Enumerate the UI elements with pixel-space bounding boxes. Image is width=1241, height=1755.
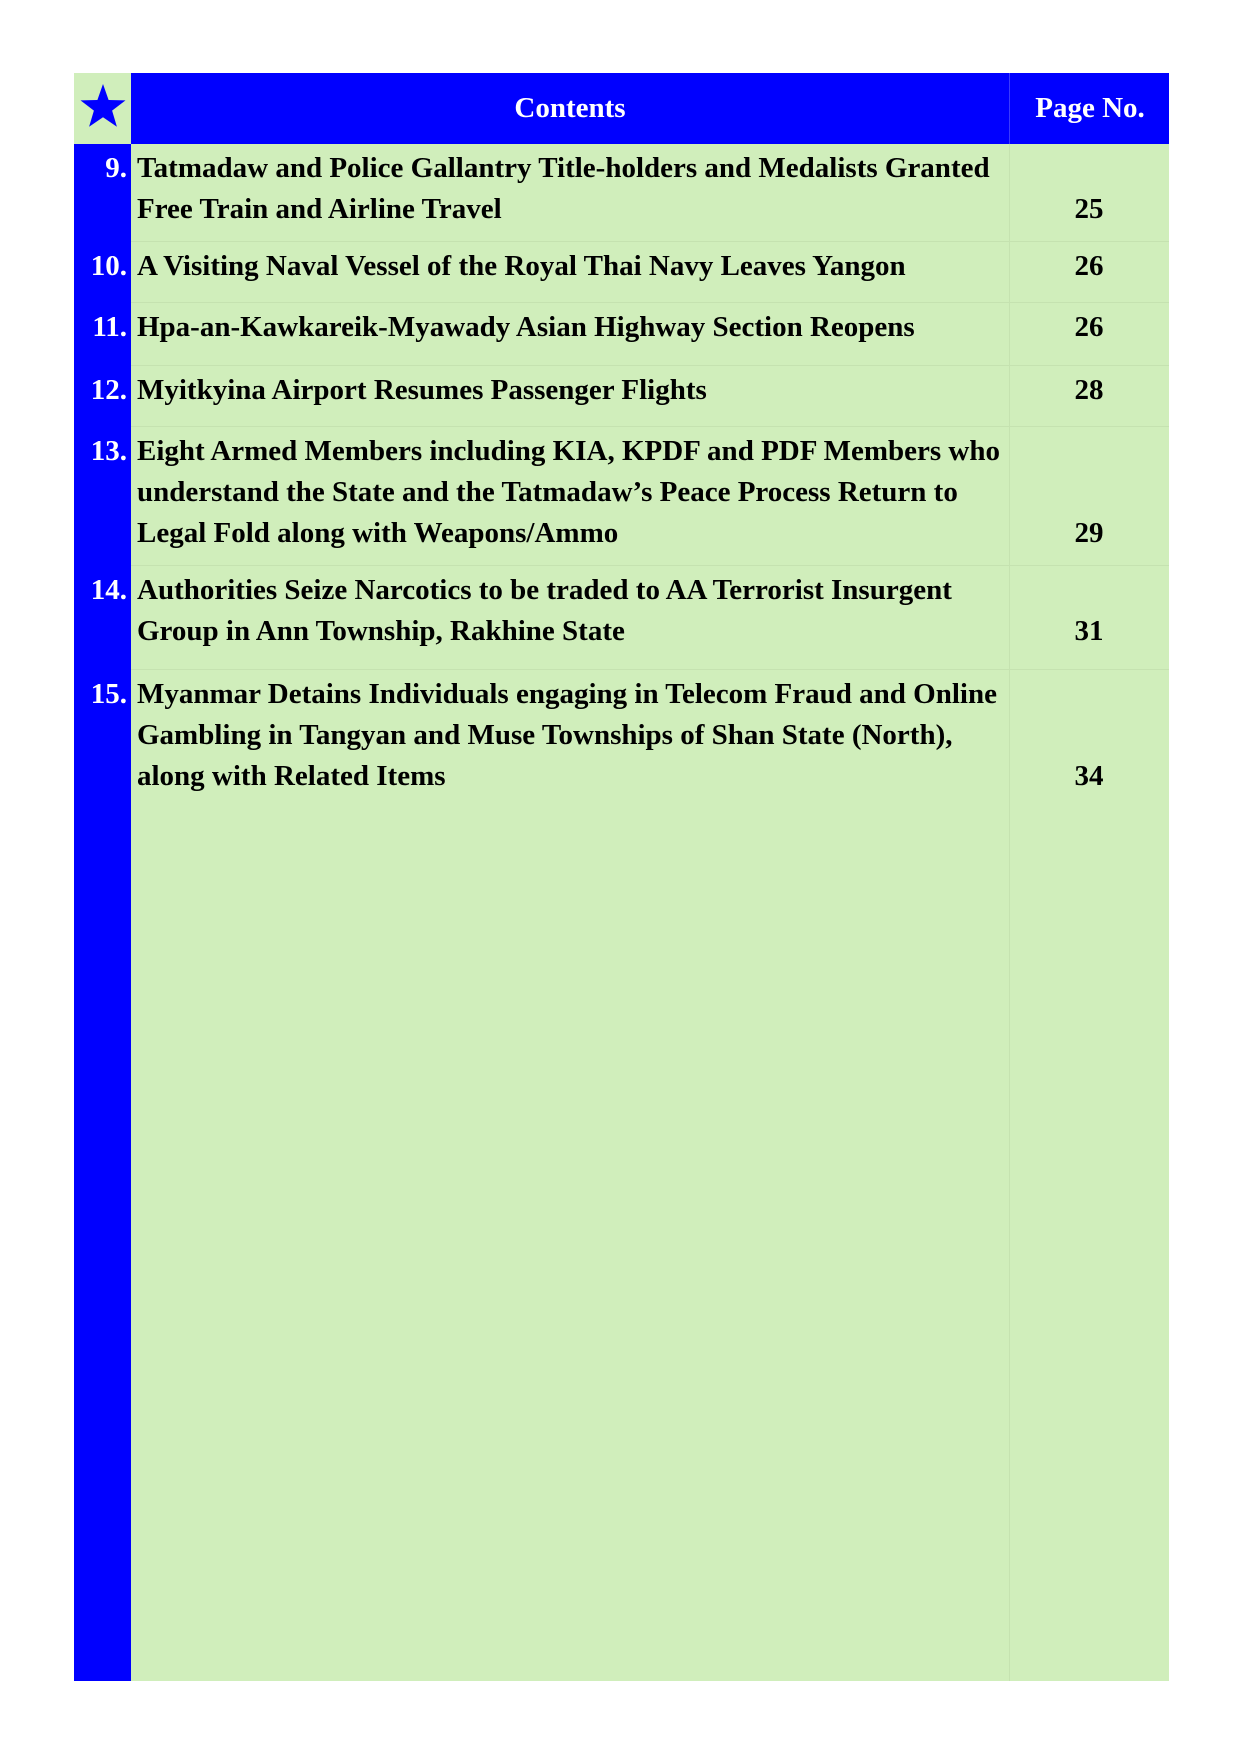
table-header	[74, 73, 1169, 144]
entry-page: 28	[1074, 374, 1104, 406]
entry-title[interactable]: Hpa-an-Kawkareik-Myawady Asian Highway Section Reopens	[137, 311, 915, 343]
entry-title[interactable]: Tatmadaw and Police Gallantry Title-holders and Medalists Granted Free Train and Airline Travel	[137, 152, 990, 225]
entry-page: 26	[1074, 311, 1104, 343]
page-no-heading: Page No.	[1009, 73, 1170, 144]
entry-number: 9.	[105, 152, 127, 184]
entry-number: 15.	[90, 678, 127, 710]
entry-page: 29	[1074, 517, 1104, 549]
entry-title[interactable]: Eight Armed Members including KIA, KPDF and PDF Members who understand the State and the Tatmadaw’s Peace Process Return to Legal Fold along with Weapons/Ammo	[137, 435, 1000, 549]
contents-table	[74, 73, 1169, 1681]
entry-page: 31	[1074, 615, 1104, 647]
toc-entry[interactable]	[74, 566, 1169, 670]
toc-entry[interactable]	[74, 242, 1169, 303]
entry-title[interactable]: Myanmar Detains Individuals engaging in Telecom Fraud and Online Gambling in Tangyan and Muse Townships of Shan State (North), along with Related Items	[137, 678, 997, 792]
contents-heading: Contents	[514, 92, 626, 124]
entry-page: 34	[1074, 760, 1104, 792]
toc-entry[interactable]	[74, 144, 1169, 242]
entry-number: 10.	[90, 250, 127, 282]
entry-number: 13.	[90, 435, 127, 467]
star-icon	[80, 83, 126, 129]
star-cell	[74, 73, 131, 144]
entry-page: 26	[1074, 250, 1104, 282]
entry-title[interactable]: Authorities Seize Narcotics to be traded to AA Terrorist Insurgent Group in Ann Township, Rakhine State	[137, 574, 952, 647]
entry-page: 25	[1074, 193, 1104, 225]
entry-number: 11.	[92, 311, 127, 343]
entry-number: 14.	[90, 574, 127, 606]
toc-entry[interactable]	[74, 303, 1169, 366]
toc-entry[interactable]	[74, 670, 1169, 810]
entry-title[interactable]: Myitkyina Airport Resumes Passenger Flights	[137, 374, 707, 406]
entry-number: 12.	[90, 374, 127, 406]
entry-title[interactable]: A Visiting Naval Vessel of the Royal Thai Navy Leaves Yangon	[137, 250, 906, 282]
toc-entry[interactable]	[74, 366, 1169, 427]
toc-entry[interactable]	[74, 427, 1169, 566]
